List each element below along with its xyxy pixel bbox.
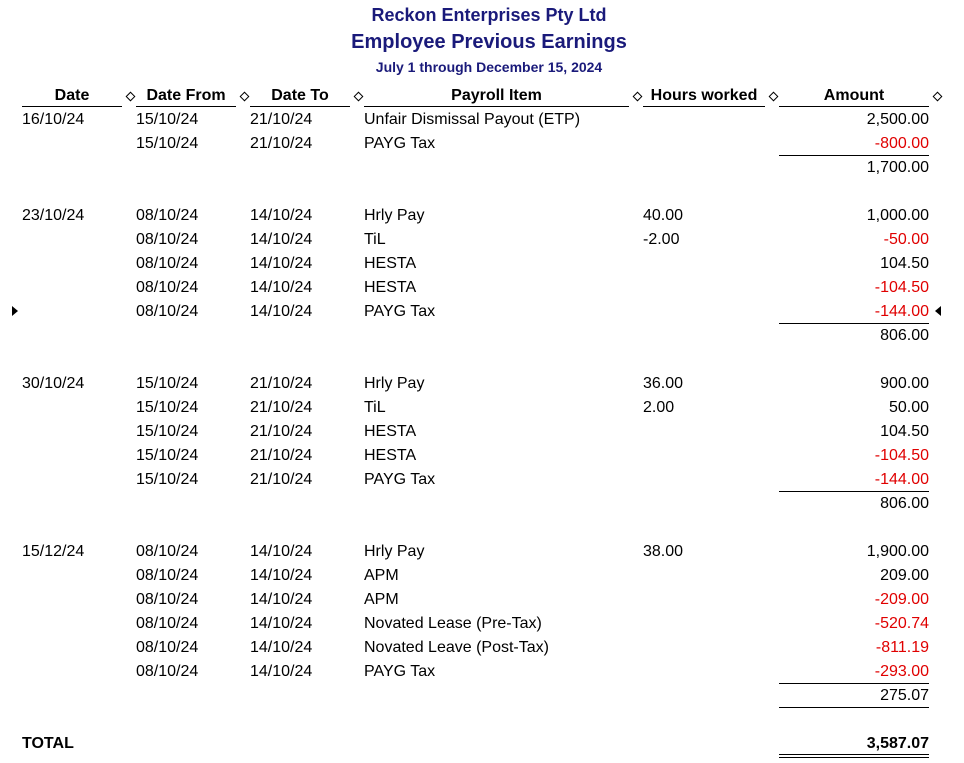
- column-resize-handle-date-from[interactable]: [240, 92, 250, 102]
- amount-cell: 900.00: [880, 375, 929, 392]
- date-to-cell: 14/10/24: [250, 639, 313, 656]
- column-resize-handle-date-to[interactable]: [354, 92, 364, 102]
- subtotal-bottom-rule: [779, 707, 929, 708]
- date-from-cell: 15/10/24: [136, 111, 199, 128]
- payroll-item-cell: HESTA: [364, 423, 417, 440]
- report-title: Employee Previous Earnings: [351, 31, 627, 53]
- payroll-item-cell: PAYG Tax: [364, 303, 436, 320]
- column-resize-handle-date[interactable]: [126, 92, 136, 102]
- date-to-cell: 14/10/24: [250, 615, 313, 632]
- table-row[interactable]: [0, 420, 964, 444]
- payroll-item-cell: Hrly Pay: [364, 375, 425, 392]
- date-from-cell: 08/10/24: [136, 591, 199, 608]
- date-to-cell: 21/10/24: [250, 399, 313, 416]
- subtotal-row[interactable]: [0, 492, 964, 516]
- date-to-cell: 21/10/24: [250, 447, 313, 464]
- column-resize-handle-amount[interactable]: [933, 92, 943, 102]
- report-period: July 1 through December 15, 2024: [375, 59, 603, 75]
- amount-cell: 104.50: [880, 255, 929, 272]
- date-from-cell: 08/10/24: [136, 231, 199, 248]
- total-label: TOTAL: [22, 735, 74, 752]
- amount-cell: 104.50: [880, 423, 929, 440]
- subtotal-amount: 806.00: [880, 495, 929, 512]
- date-to-cell: 14/10/24: [250, 303, 313, 320]
- payroll-item-cell: PAYG Tax: [364, 471, 436, 488]
- date-to-cell: 14/10/24: [250, 255, 313, 272]
- date-to-cell: 14/10/24: [250, 663, 313, 680]
- payroll-item-cell: HESTA: [364, 279, 417, 296]
- date-from-cell: 15/10/24: [136, 423, 199, 440]
- payroll-item-cell: APM: [364, 591, 399, 608]
- date-from-cell: 08/10/24: [136, 639, 199, 656]
- date-from-cell: 08/10/24: [136, 615, 199, 632]
- date-to-cell: 14/10/24: [250, 567, 313, 584]
- amount-cell: -50.00: [883, 231, 929, 248]
- date-to-cell: 14/10/24: [250, 231, 313, 248]
- amount-cell: 50.00: [888, 399, 929, 416]
- table-row[interactable]: [0, 468, 964, 492]
- table-row[interactable]: [0, 108, 964, 132]
- column-header-date-to[interactable]: Date To: [250, 86, 350, 107]
- date-cell: 30/10/24: [22, 375, 85, 392]
- report-company: Reckon Enterprises Pty Ltd: [371, 5, 607, 25]
- amount-cell: -800.00: [874, 135, 929, 152]
- amount-cell: -144.00: [874, 303, 929, 320]
- column-resize-handle-payroll-item[interactable]: [633, 92, 643, 102]
- date-to-cell: 14/10/24: [250, 543, 313, 560]
- date-cell: 23/10/24: [22, 207, 85, 224]
- date-from-cell: 15/10/24: [136, 447, 199, 464]
- subtotal-row[interactable]: [0, 324, 964, 348]
- total-double-rule: [779, 754, 929, 755]
- total-amount: 3,587.07: [866, 735, 929, 752]
- hours-worked-cell: 38.00: [643, 543, 684, 560]
- hours-worked-cell: 36.00: [643, 375, 684, 392]
- amount-cell: 1,000.00: [866, 207, 929, 224]
- subtotal-amount: 806.00: [880, 327, 929, 344]
- date-from-cell: 08/10/24: [136, 663, 199, 680]
- table-row[interactable]: [0, 636, 964, 660]
- date-to-cell: 21/10/24: [250, 135, 313, 152]
- date-to-cell: 14/10/24: [250, 591, 313, 608]
- amount-cell: -209.00: [874, 591, 929, 608]
- date-from-cell: 08/10/24: [136, 255, 199, 272]
- column-header-date-from[interactable]: Date From: [136, 86, 236, 107]
- payroll-item-cell: HESTA: [364, 447, 417, 464]
- hours-worked-cell: -2.00: [643, 231, 680, 248]
- amount-cell: -293.00: [874, 663, 929, 680]
- table-row[interactable]: [0, 276, 964, 300]
- table-row[interactable]: [0, 372, 964, 396]
- column-header-payroll-item[interactable]: Payroll Item: [364, 86, 629, 107]
- column-resize-handle-hours-worked[interactable]: [769, 92, 779, 102]
- date-cell: 15/12/24: [22, 543, 85, 560]
- date-from-cell: 15/10/24: [136, 135, 199, 152]
- column-header-amount[interactable]: Amount: [779, 86, 929, 107]
- amount-cell: 1,900.00: [866, 543, 929, 560]
- date-to-cell: 21/10/24: [250, 111, 313, 128]
- payroll-item-cell: Novated Lease (Pre-Tax): [364, 615, 542, 632]
- payroll-item-cell: Hrly Pay: [364, 543, 425, 560]
- subtotal-row[interactable]: [0, 684, 964, 708]
- table-row[interactable]: [0, 612, 964, 636]
- amount-cell: -104.50: [874, 447, 929, 464]
- subtotal-row[interactable]: [0, 156, 964, 180]
- table-row[interactable]: [0, 660, 964, 684]
- amount-cell: 2,500.00: [866, 111, 929, 128]
- total-row[interactable]: [0, 732, 964, 756]
- payroll-item-cell: APM: [364, 567, 399, 584]
- table-row[interactable]: [0, 564, 964, 588]
- subtotal-amount: 275.07: [880, 687, 929, 704]
- hours-worked-cell: 40.00: [643, 207, 684, 224]
- date-from-cell: 15/10/24: [136, 399, 199, 416]
- date-from-cell: 08/10/24: [136, 567, 199, 584]
- date-to-cell: 21/10/24: [250, 423, 313, 440]
- row-pointer-right-icon: [12, 306, 18, 316]
- table-row[interactable]: [0, 132, 964, 156]
- payroll-item-cell: TiL: [364, 399, 386, 416]
- amount-cell: -520.74: [874, 615, 929, 632]
- date-to-cell: 21/10/24: [250, 471, 313, 488]
- payroll-item-cell: Novated Leave (Post-Tax): [364, 639, 549, 656]
- amount-cell: 209.00: [880, 567, 929, 584]
- payroll-item-cell: PAYG Tax: [364, 663, 436, 680]
- date-from-cell: 08/10/24: [136, 207, 199, 224]
- payroll-item-cell: PAYG Tax: [364, 135, 436, 152]
- table-row[interactable]: [0, 396, 964, 420]
- total-double-rule: [779, 757, 929, 758]
- table-row[interactable]: [0, 300, 964, 324]
- column-header-date[interactable]: Date: [22, 86, 122, 107]
- row-pointer-left-icon: [935, 306, 941, 316]
- date-to-cell: 14/10/24: [250, 207, 313, 224]
- payroll-item-cell: Unfair Dismissal Payout (ETP): [364, 111, 581, 128]
- date-cell: 16/10/24: [22, 111, 85, 128]
- date-from-cell: 08/10/24: [136, 303, 199, 320]
- table-row[interactable]: [0, 588, 964, 612]
- date-to-cell: 21/10/24: [250, 375, 313, 392]
- table-row[interactable]: [0, 540, 964, 564]
- date-from-cell: 08/10/24: [136, 543, 199, 560]
- table-row[interactable]: [0, 444, 964, 468]
- table-row[interactable]: [0, 228, 964, 252]
- column-header-hours-worked[interactable]: Hours worked: [643, 86, 765, 107]
- date-to-cell: 14/10/24: [250, 279, 313, 296]
- amount-cell: -104.50: [874, 279, 929, 296]
- table-row[interactable]: [0, 252, 964, 276]
- table-row[interactable]: [0, 204, 964, 228]
- hours-worked-cell: 2.00: [643, 399, 675, 416]
- amount-cell: -811.19: [875, 639, 929, 656]
- amount-cell: -144.00: [874, 471, 929, 488]
- date-from-cell: 08/10/24: [136, 279, 199, 296]
- payroll-item-cell: Hrly Pay: [364, 207, 425, 224]
- subtotal-amount: 1,700.00: [866, 159, 929, 176]
- payroll-item-cell: TiL: [364, 231, 386, 248]
- payroll-item-cell: HESTA: [364, 255, 417, 272]
- date-from-cell: 15/10/24: [136, 375, 199, 392]
- date-from-cell: 15/10/24: [136, 471, 199, 488]
